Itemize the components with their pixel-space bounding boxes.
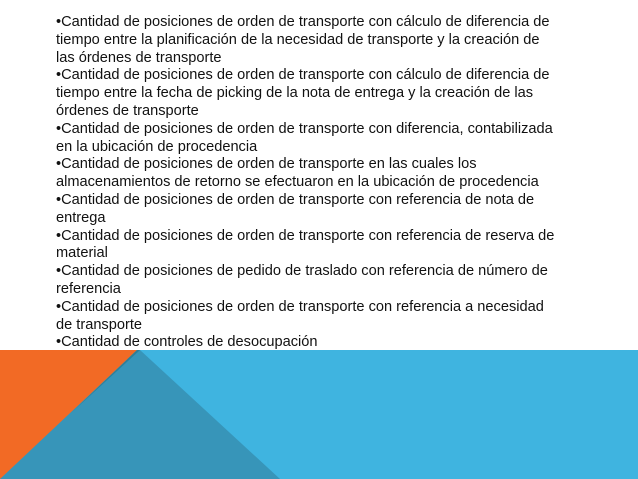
bullet-item: •Cantidad de posiciones de orden de transporte con referencia a necesidad de transporte — [56, 298, 544, 333]
bullet-item: •Cantidad de posiciones de orden de transporte con referencia de reserva de material — [56, 227, 555, 262]
bullet-item: •Cantidad de posiciones de orden de transporte en las cuales los almacenamientos de retorno se efectuaron en la ubicación de procedencia — [56, 156, 539, 191]
bullet-item: •Cantidad de posiciones de orden de transporte con cálculo de diferencia de tiempo entre la planificación de la necesidad de transporte y la creación de las órdenes de transporte — [56, 14, 550, 66]
bullet-item: •Cantidad de posiciones de orden de transporte con cálculo de diferencia de tiempo entre la fecha de picking de la nota de entrega y la creación de las órdenes de transporte — [56, 67, 550, 119]
bullet-item: •Cantidad de posiciones de pedido de traslado con referencia de número de referencia — [56, 263, 548, 297]
bullet-item: •Cantidad de posiciones de orden de transporte con referencia de nota de entrega — [56, 191, 535, 226]
bullet-item: •Cantidad de controles de desocupación — [56, 334, 318, 351]
bullet-item: •Cantidad de posiciones de orden de transporte con diferencia, contabilizada en la ubicación de procedencia — [56, 120, 553, 155]
